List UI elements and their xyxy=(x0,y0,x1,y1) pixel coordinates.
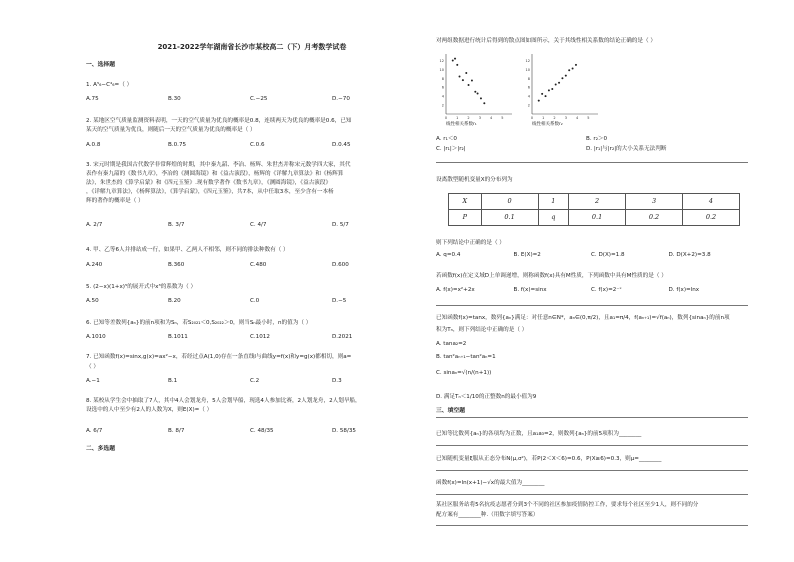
plot2-point xyxy=(548,89,550,91)
option: D. D(X+2)=3.8 xyxy=(668,252,711,258)
plot1-x-tick: 5 xyxy=(501,116,504,120)
plot2-x-tick: 3 xyxy=(564,116,567,120)
option: B.0.75 xyxy=(168,142,187,148)
divider xyxy=(436,162,748,163)
plot2-y-tick: 4 xyxy=(527,94,530,99)
plot1-point xyxy=(459,76,461,78)
option: C.−25 xyxy=(250,96,268,102)
option: C. 4/7 xyxy=(250,222,267,228)
question-12-option-a: A. tana₂=2 xyxy=(436,341,467,347)
option: B.30 xyxy=(168,96,181,102)
plot2-x-tick: 2 xyxy=(553,116,556,120)
plot2-caption: 线性相关系数r₂ xyxy=(532,122,563,127)
section-fill-blank: 三、填空题 xyxy=(436,408,465,414)
plot1-x-tick: 3 xyxy=(478,116,481,120)
question-1-text: 1. A⁵₆−C⁴₆=（ ） xyxy=(86,82,133,88)
question-12-option-b: B. tan²aₙ₊₁−tan²aₙ=1 xyxy=(436,354,496,360)
question-1-options xyxy=(86,96,416,103)
option: A.0.8 xyxy=(86,142,101,148)
scatter-plot-1 xyxy=(436,52,516,122)
option: C. |r₁|＞|r₂| xyxy=(436,146,466,152)
plot2-point xyxy=(568,69,570,71)
option: A.−1 xyxy=(86,378,100,384)
option: C.0 xyxy=(250,298,260,304)
table-cell: 0.2 xyxy=(683,210,740,226)
option: A.75 xyxy=(86,96,99,102)
question-6-text: 6. 已知等差数列{aₙ}的前n项和为Sₙ，若S₂₀₂₁＜0,S₂₀₂₂＞0，则当Sₙ最小时，n的值为（ ） xyxy=(86,320,312,326)
question-5-options xyxy=(86,298,416,305)
option: D. f(x)=lnx xyxy=(668,287,700,293)
plot1-point xyxy=(474,91,476,93)
question-12-option-c: C. sinaₙ=√(n/(n+1)) xyxy=(436,370,492,376)
plot1-x-tick: 2 xyxy=(467,116,470,120)
plot1-y-tick: 2 xyxy=(441,103,444,108)
option: B.1011 xyxy=(168,334,188,340)
plot1-x-tick: 4 xyxy=(489,116,493,120)
option: B.1 xyxy=(168,378,178,384)
table-cell: 0.1 xyxy=(481,210,538,226)
plot2-y-tick: 12 xyxy=(525,58,530,63)
question-7-options xyxy=(86,378,416,385)
question-2-line2: 某天的空气质量为优良，则随后一天的空气质量为优良的概率是（ ） xyxy=(86,127,256,133)
plot1-point xyxy=(477,92,479,94)
divider xyxy=(436,470,748,471)
option: A. r₁＜0 xyxy=(436,136,457,142)
plot1-y-tick: 4 xyxy=(441,94,444,99)
option: B.360 xyxy=(168,262,185,268)
plot2-y-tick: 2 xyxy=(527,103,530,108)
plot2-point xyxy=(555,84,557,86)
option: B. 8/7 xyxy=(168,428,185,434)
question-8-line2: 设选中的人中至少有2人的人数为X，则E(X)=（ ） xyxy=(86,407,213,413)
plot1-point xyxy=(462,79,464,81)
table-cell: 0 xyxy=(481,194,538,210)
option: D.2021 xyxy=(332,334,353,340)
option: A.240 xyxy=(86,262,103,268)
plot2-x-tick: 1 xyxy=(542,116,545,120)
option: C. D(X)=1.8 xyxy=(591,252,625,258)
page-title: 2021-2022学年湖南省长沙市某校高二（下）月考数学试卷 xyxy=(157,43,347,51)
question-8-line1: 8. 某校从学生会中抽取了7人，其中4人会划龙舟，5人会划旱船，现选4人参加比赛，2人划龙舟，2人划旱船， xyxy=(86,398,361,404)
question-6-options xyxy=(86,334,416,341)
question-9-options-row1 xyxy=(436,136,736,143)
option: C. 48/35 xyxy=(250,428,274,434)
question-13-text: 已知等比数列{aₙ}的各项均为正数，且a₁a₃=2，则数列{aₙ}的前5项积为________ xyxy=(436,431,642,437)
option: B. E(X)=2 xyxy=(513,252,541,258)
option: C.1012 xyxy=(250,334,270,340)
option: C.0.6 xyxy=(250,142,265,148)
question-9-options-row2 xyxy=(436,146,736,153)
table-cell: P xyxy=(449,210,482,226)
plot1-point xyxy=(454,58,456,60)
option: A.1010 xyxy=(86,334,106,340)
option: B. f(x)=sinx xyxy=(513,287,547,293)
plot1-caption: 线性相关系数r₁ xyxy=(446,122,477,127)
table-cell: 0.1 xyxy=(569,210,626,226)
plot1-y-tick: 10 xyxy=(439,67,444,72)
table-cell: 1 xyxy=(538,194,569,210)
question-4-text: 4. 甲、乙等6人并排站成一行，如果甲、乙两人不相邻，则不同的排法种数有（ ） xyxy=(86,247,289,253)
question-12-option-d: D. 满足Tₙ＜1/10的正整数n的最小值为9 xyxy=(436,394,537,400)
plot2-point xyxy=(541,93,543,95)
question-11-options xyxy=(436,287,746,294)
question-3-line2: 表作有秦九韶的《数书九章》，李冶的《测圆海镜》和《益古演段》，杨辉的《详解九章算法》和《杨辉算 xyxy=(86,171,344,177)
question-8-options xyxy=(86,428,416,435)
option: D.600 xyxy=(332,262,349,268)
plot2-x-tick: 0 xyxy=(530,116,534,120)
option: A. q=0.4 xyxy=(436,252,461,258)
plot1-y-tick: 8 xyxy=(441,76,444,81)
option: C.2 xyxy=(250,378,260,384)
option: D.3 xyxy=(332,378,342,384)
plot1-y-tick: 12 xyxy=(439,58,444,63)
question-16-line1: 某社区服务站将5名抗疫志愿者分到3个不同的社区参加疫情防控工作，要求每个社区至少1人，则不同的分 xyxy=(436,502,699,508)
option: D.0.45 xyxy=(332,142,351,148)
question-7-line2: （ ） xyxy=(86,364,99,370)
question-2-line1: 2. 某地区空气质量监测资料表明，一天的空气质量为优良的概率是0.8，连续两天为优良的概率是0.6，已知 xyxy=(86,118,352,124)
plot2-x-tick: 5 xyxy=(587,116,590,120)
plot2-point xyxy=(565,75,567,77)
plot1-point xyxy=(465,72,467,74)
option: C.480 xyxy=(250,262,267,268)
option: D.−5 xyxy=(332,298,347,304)
question-10-prompt: 则下列结论中正确的是（ ） xyxy=(436,240,505,246)
divider xyxy=(436,525,748,526)
question-12-line1: 已知函数f(x)=tanx，数列{aₙ}满足：对任意n∈N*，aₙ∈(0,π/2)，且a₁=π/4，f(aₙ₊₁)=√f(aₙ)，数列{sinaₙ}的前n项 xyxy=(436,315,730,321)
question-3-line5: 辉的著作的概率是（ ） xyxy=(86,198,144,204)
option: C. f(x)=2⁻ˣ xyxy=(591,287,622,293)
question-2-options xyxy=(86,142,416,149)
distribution-table xyxy=(448,193,740,226)
plot1-point xyxy=(452,59,454,61)
question-16-line2: 配方案有________种.（用数字填写答案） xyxy=(436,512,539,518)
plot1-point xyxy=(483,102,485,104)
plot2-point xyxy=(558,82,560,84)
option: A. 6/7 xyxy=(86,428,103,434)
question-4-options xyxy=(86,262,416,269)
question-15-text: 函数f(x)=ln(x+1)−√x的最大值为________ xyxy=(436,480,545,486)
plot2-point xyxy=(551,88,553,90)
divider xyxy=(436,305,748,306)
option: A. f(x)=x²+2x xyxy=(436,287,475,293)
table-cell: 4 xyxy=(683,194,740,210)
option: D. 5/7 xyxy=(332,222,349,228)
plot2-y-tick: 6 xyxy=(527,85,530,90)
question-3-line3: 法》，朱世杰的《算学启蒙》和《四元玉鉴》.现有数学著作《数书九章》，《测圆海镜》，《益古演段》 xyxy=(86,180,332,186)
option: D.−70 xyxy=(332,96,350,102)
plot2-x-tick: 4 xyxy=(575,116,579,120)
question-14-text: 已知随机变量ξ服从正态分布N(μ,σ²)，若P(2＜X＜6)=0.6，P(X≥6)=0.3，则μ=________ xyxy=(436,456,662,462)
question-3-line1: 3. 宋元时期是我国古代数学非常辉煌的时期，其中秦九韶、李冶、杨辉、朱世杰并称宋元数学四大家，其代 xyxy=(86,162,351,168)
option: A. 2/7 xyxy=(86,222,103,228)
divider xyxy=(436,445,748,446)
plot1-point xyxy=(456,64,458,66)
plot1-point xyxy=(468,84,470,86)
question-12-line2: 积为Tₙ，则下列结论中正确的是（ ） xyxy=(436,327,528,333)
table-row xyxy=(449,210,740,226)
scatter-plot-2 xyxy=(522,52,602,122)
question-10-options xyxy=(436,252,746,259)
divider xyxy=(436,494,748,495)
option: B. 3/7 xyxy=(168,222,185,228)
question-5-text: 5. (2−x)(1+x)⁵的展开式中x³的系数为（ ） xyxy=(86,284,197,290)
question-10-text: 设离散型随机变量X的分布列为 xyxy=(436,177,513,183)
plot1-point xyxy=(471,80,473,82)
plot2-point xyxy=(575,64,577,66)
question-9-text: 对两组数据进行统计后得到的散点图如图所示，关于其线性相关系数的结论正确的是（ ） xyxy=(436,38,656,44)
plot2-point xyxy=(545,95,547,97)
section-choice: 一、选择题 xyxy=(86,62,115,68)
section-multi-choice: 二、多选题 xyxy=(86,446,115,452)
question-3-line4: ，《详解九章算法》，《杨辉算法》，《算学启蒙》，《四元玉鉴》，共7本，从中任取3本，至少含有一本杨 xyxy=(86,189,334,195)
table-row xyxy=(449,194,740,210)
table-cell: 3 xyxy=(626,194,683,210)
table-cell: X xyxy=(449,194,482,210)
option: B.20 xyxy=(168,298,181,304)
option: A.50 xyxy=(86,298,99,304)
plot1-x-tick: 0 xyxy=(444,116,448,120)
plot1-y-tick: 6 xyxy=(441,85,444,90)
option: D. 58/35 xyxy=(332,428,356,434)
question-7-line1: 7. 已知函数f(x)=sinx,g(x)=ax²−x，若经过点A(1,0)存在一条直线l与曲线y=f(x)和y=g(x)都相切，则a= xyxy=(86,354,352,360)
plot2-point xyxy=(572,67,574,69)
divider xyxy=(436,417,748,418)
question-3-options xyxy=(86,222,416,229)
table-cell: 2 xyxy=(569,194,626,210)
option: D. |r₁|与|r₂|的大小关系无法判断 xyxy=(586,146,667,152)
table-cell: 0.2 xyxy=(626,210,683,226)
question-11-text: 若函数f(x)在定义域D上单调递增，则称函数f(x)具有M性质，下列函数中具有M性质的是（ ） xyxy=(436,273,667,279)
plot2-y-tick: 10 xyxy=(525,67,530,72)
plot1-point xyxy=(480,97,482,99)
plot1-x-tick: 1 xyxy=(456,116,459,120)
option: B. r₂＞0 xyxy=(586,136,608,142)
plot2-point xyxy=(538,100,540,102)
plot2-point xyxy=(561,77,563,79)
table-cell: q xyxy=(538,210,569,226)
plot2-y-tick: 8 xyxy=(527,76,530,81)
